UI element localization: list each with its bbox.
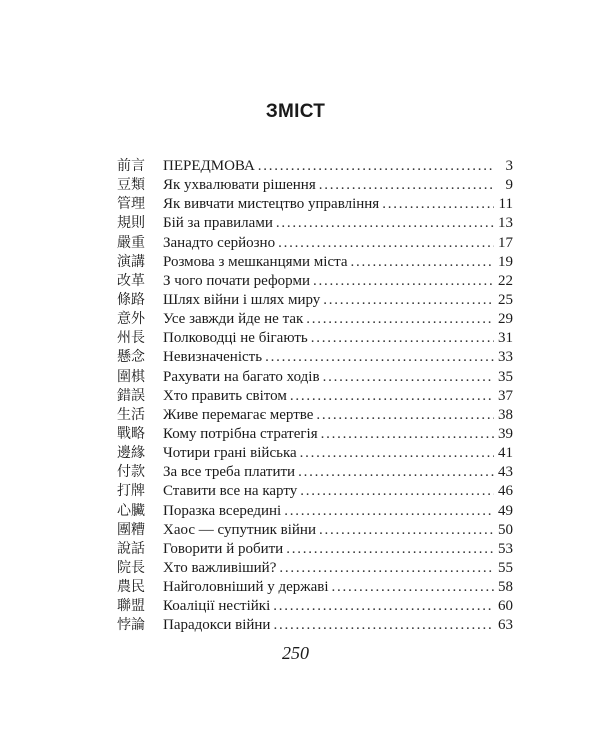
toc-entry-title: Говорити й робити (163, 540, 284, 557)
toc-entry-title: Найголовніший у державі (163, 579, 329, 596)
toc-entry-page: 9 (505, 177, 513, 194)
toc-entry[interactable] (117, 195, 513, 214)
toc-entry[interactable] (117, 463, 513, 482)
toc-entry-leader (382, 195, 494, 214)
toc-entry-title: Невизначеність (163, 349, 263, 366)
toc-entry[interactable] (117, 234, 513, 253)
toc-entry[interactable] (117, 253, 513, 272)
toc-entry[interactable] (117, 616, 513, 635)
toc-entry-title: Хаос — супутник війни (163, 521, 316, 538)
toc-entry-leader (286, 540, 494, 559)
toc-entry-title: Живе перемагає мертве (163, 406, 314, 423)
toc-entry-leader (258, 157, 494, 176)
toc-entry-leader (316, 406, 494, 425)
toc-entry-leader (323, 368, 494, 387)
toc-entry-leader (311, 329, 494, 348)
toc-entry-hanzi: 心臟 (117, 502, 145, 519)
toc-entry-page: 13 (498, 215, 513, 232)
toc-entry[interactable] (117, 176, 513, 195)
toc-entry-leader (300, 444, 494, 463)
toc-entry-hanzi: 錯誤 (117, 387, 145, 404)
toc-entry-title: Усе завжди йде не так (163, 311, 304, 328)
toc-entry[interactable] (117, 482, 513, 501)
toc-entry-title: Як ухвалювати рішення (163, 177, 316, 194)
toc-entry[interactable] (117, 272, 513, 291)
toc-entry-title: За все треба платити (163, 464, 296, 481)
toc-entry-leader (351, 253, 495, 272)
toc-entry-page: 31 (498, 330, 513, 347)
toc-entry-page: 53 (498, 540, 513, 557)
toc-entry-leader (313, 272, 494, 291)
toc-entry-hanzi: 條路 (117, 291, 145, 308)
toc-entry-title: З чого почати реформи (163, 272, 310, 289)
toc-entry-leader (319, 521, 494, 540)
toc-entry-title: Розмова з мешканцями міста (163, 253, 348, 270)
toc-entry-hanzi: 生活 (117, 406, 145, 423)
toc-entry-title: Хто важливіший? (163, 559, 277, 576)
toc-entry[interactable] (117, 157, 513, 176)
toc-entry-title: Кому потрібна стратегія (163, 425, 318, 442)
toc-entry-leader (319, 176, 494, 195)
toc-entry-hanzi: 改革 (117, 272, 145, 289)
toc-entry-hanzi: 打牌 (117, 483, 145, 500)
toc-entry-hanzi: 豆類 (117, 177, 145, 194)
toc-entry-leader (278, 234, 494, 253)
toc-entry-page: 22 (498, 272, 513, 289)
toc-entry-leader (290, 387, 494, 406)
toc-entry-title: Хто править світом (163, 387, 287, 404)
toc-entry-page: 39 (498, 425, 513, 442)
toc-entry-hanzi: 悖論 (117, 617, 145, 634)
toc-entry-hanzi: 州長 (117, 330, 145, 347)
toc-entry-page: 55 (498, 559, 513, 576)
toc-entry-page: 25 (498, 291, 513, 308)
toc-entry-leader (321, 425, 494, 444)
toc-entry-page: 63 (498, 617, 513, 634)
toc-entry[interactable] (117, 310, 513, 329)
toc-entry-hanzi: 規則 (117, 215, 145, 232)
page-title: ЗМІСТ (265, 101, 326, 122)
toc-entry-hanzi: 懸念 (117, 349, 145, 366)
toc-entry-page: 33 (498, 349, 513, 366)
toc-entry[interactable] (117, 425, 513, 444)
toc-entry[interactable] (117, 291, 513, 310)
toc-entry-title: Занадто серйозно (163, 234, 276, 251)
toc-entry-hanzi: 院長 (117, 559, 145, 576)
toc-entry[interactable] (117, 348, 513, 367)
toc-entry[interactable] (117, 406, 513, 425)
toc-entry-hanzi: 意外 (117, 311, 145, 328)
toc-entry-leader (323, 291, 494, 310)
toc-entry-leader (273, 616, 494, 635)
toc-entry-hanzi: 演講 (117, 253, 145, 270)
toc-entry-leader (265, 348, 494, 367)
toc-entry-leader (300, 482, 494, 501)
toc-entry-page: 46 (498, 483, 513, 500)
toc-entry-title: Рахувати на багато ходів (163, 368, 320, 385)
toc-entry[interactable] (117, 329, 513, 348)
toc-entry-hanzi: 付款 (117, 464, 145, 481)
toc-entry-page: 58 (498, 579, 513, 596)
toc-entry[interactable] (117, 559, 513, 578)
toc-entry-title: Бій за правилами (163, 215, 273, 232)
toc-entry-title: Як вивчати мистецтво управління (163, 196, 380, 213)
toc-entry-page: 50 (498, 521, 513, 538)
toc-entry-title: Коаліції нестійкі (163, 598, 271, 615)
toc-entry-leader (273, 597, 494, 616)
toc-entry-page: 19 (498, 253, 513, 270)
toc-entry[interactable] (117, 444, 513, 463)
toc-entry-page: 35 (498, 368, 513, 385)
toc-entry-hanzi: 戰略 (117, 425, 145, 442)
toc-entry-page: 17 (498, 234, 513, 251)
toc-entry-hanzi: 管理 (117, 196, 145, 213)
toc-entry-hanzi: 前言 (117, 158, 145, 174)
toc-entry-leader (276, 214, 494, 233)
toc-entry[interactable] (117, 521, 513, 540)
toc-entry-hanzi: 團糟 (117, 521, 145, 538)
toc-entry-title: ПЕРЕДМОВА (163, 158, 255, 174)
toc-entry[interactable] (117, 502, 513, 521)
page-number: 250 (282, 643, 309, 663)
toc-entry-hanzi: 說話 (117, 540, 145, 557)
toc-entry-leader (306, 310, 494, 329)
toc-entry-page: 3 (505, 158, 513, 174)
toc-entry-leader (284, 502, 494, 521)
toc-entry-page: 11 (498, 196, 513, 213)
toc-entry-title: Поразка всередині (163, 502, 282, 519)
toc-entry-hanzi: 邊緣 (117, 445, 145, 462)
toc-entry-hanzi: 嚴重 (117, 234, 145, 251)
toc-entry-page: 41 (498, 445, 513, 462)
table-of-contents (117, 157, 513, 636)
toc-entry[interactable] (117, 597, 513, 616)
toc-entry-hanzi: 農民 (117, 579, 145, 596)
toc-entry-title: Парадокси війни (163, 617, 271, 634)
toc-entry-title: Полководці не бігають (163, 330, 308, 347)
toc-entry[interactable] (117, 214, 513, 233)
toc-entry-leader (332, 578, 494, 597)
toc-entry-title: Ставити все на карту (163, 483, 298, 500)
toc-entry-title: Чотири грані війська (163, 445, 297, 462)
toc-entry[interactable] (117, 368, 513, 387)
toc-entry-page: 37 (498, 387, 513, 404)
toc-entry[interactable] (117, 578, 513, 597)
toc-entry[interactable] (117, 387, 513, 406)
toc-entry-page: 60 (498, 598, 513, 615)
toc-entry[interactable] (117, 540, 513, 559)
toc-entry-leader (279, 559, 494, 578)
toc-entry-title: Шлях війни і шлях миру (163, 291, 321, 308)
toc-entry-page: 49 (498, 502, 513, 519)
toc-entry-page: 43 (498, 464, 513, 481)
toc-entry-hanzi: 圍棋 (117, 368, 145, 385)
toc-entry-hanzi: 聯盟 (117, 598, 145, 615)
toc-entry-page: 29 (498, 311, 513, 328)
toc-entry-leader (298, 463, 494, 482)
toc-entry-page: 38 (498, 406, 513, 423)
